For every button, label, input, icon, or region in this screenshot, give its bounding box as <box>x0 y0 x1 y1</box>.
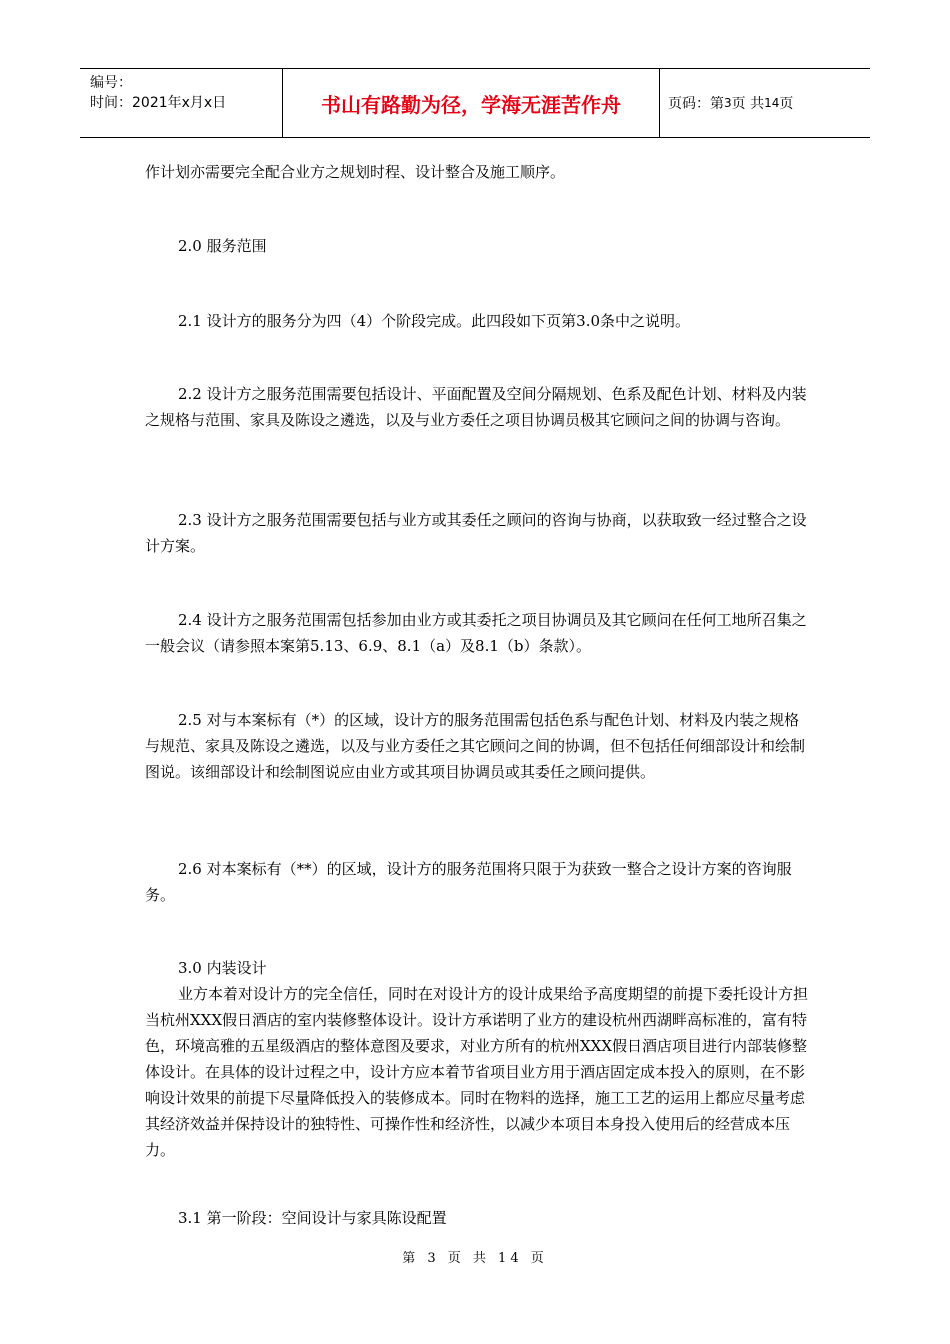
section-3-0-body: 业方本着对设计方的完全信任，同时在对设计方的设计成果给予高度期望的前提下委托设计方担当杭州XXX假日酒店的室内装修整体设计。设计方承诺明了业方的建设杭州西湖畔高标准的，富有特色，环境高雅的五星级酒店的整体意图及要求，对业方所有的杭州XXX假日酒店项目进行内部装修整体设计。在具体的设计过程之中，设计方应本着节省项目业方用于酒店固定成本投入的原则，在不影响设计效果的前提下尽量降低投入的装修成本。同时在物料的选择，施工工艺的运用上都应尽量考虑其经济效益并保持设计的独特性、可操作性和经济性，以减少本项目本身投入使用后的经营成本压力。 <box>145 985 809 1159</box>
document-date: 时间：2021年x月x日 <box>90 95 227 111</box>
page-code-mid: 页 共 <box>731 96 765 112</box>
section-heading-3-1: 3.1 第一阶段：空间设计与家具陈设配置 <box>178 1209 447 1227</box>
page-footer: 第 3 页 共 14 页 <box>402 1251 548 1266</box>
paragraph-continuation: 作计划亦需要完全配合业方之规划时程、设计整合及施工顺序。 <box>145 163 566 181</box>
header-motto: 书山有路勤为径，学海无涯苦作舟 <box>282 69 660 137</box>
page-code-prefix: 页码：第 <box>668 96 724 112</box>
header-meta <box>80 69 282 137</box>
document-number-label: 编号： <box>90 75 132 91</box>
clause-2-3: 2.3 设计方之服务范围需要包括与业方或其委任之顾问的咨询与协商，以获取致一经过整合之设计方案。 <box>145 511 807 555</box>
clause-2-6: 2.6 对本案标有（**）的区域，设计方的服务范围将只限于为获致一整合之设计方案的咨询服务。 <box>145 860 792 904</box>
clause-2-1: 2.1 设计方的服务分为四（4）个阶段完成。此四段如下页第3.0条中之说明。 <box>178 312 691 330</box>
header-page-code <box>660 69 870 137</box>
page-code-total: 14 <box>764 96 780 110</box>
clause-2-2: 2.2 设计方之服务范围需要包括设计、平面配置及空间分隔规划、色系及配色计划、材料及内装之规格与范围、家具及陈设之遴选，以及与业方委任之项目协调员极其它顾问之间的协调与咨询。 <box>145 385 807 429</box>
page-header <box>80 68 870 138</box>
section-heading-2-0: 2.0 服务范围 <box>178 237 267 255</box>
clause-2-4: 2.4 设计方之服务范围需包括参加由业方或其委托之项目协调员及其它顾问在任何工地所召集之一般会议（请参照本案第5.13、6.9、8.1（a）及8.1（b）条款）。 <box>145 611 807 655</box>
clause-2-5: 2.5 对与本案标有（*）的区域，设计方的服务范围需包括色系与配色计划、材料及内装之规格与规范、家具及陈设之遴选，以及与业方委任之其它顾问之间的协调，但不包括任何细部设计和绘制图说。该细部设计和绘制图说应由业方或其项目协调员或其委任之顾问提供。 <box>145 711 806 781</box>
section-heading-3-0: 3.0 内装设计 <box>178 959 267 977</box>
page-code-suffix: 页 <box>779 96 794 112</box>
page-code-current: 3 <box>724 96 732 110</box>
